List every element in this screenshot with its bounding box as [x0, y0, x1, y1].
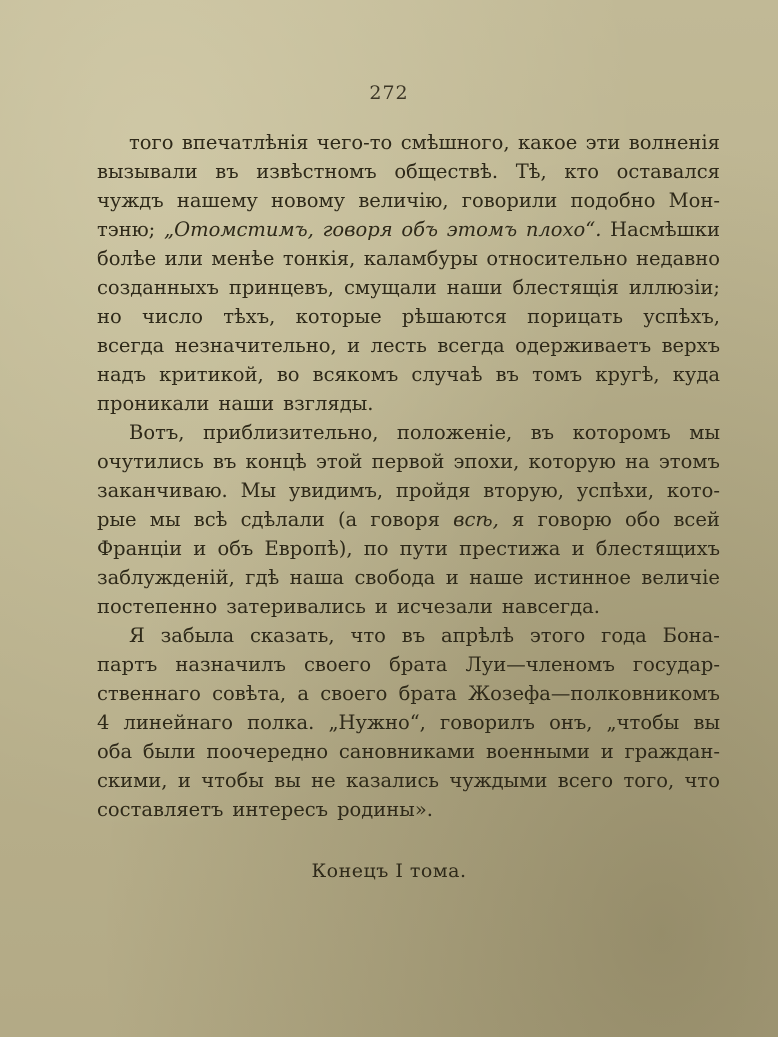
text-line: чуждъ нашему новому величію, говорили подобно Мон- — [97, 189, 720, 212]
text-line: Вотъ, приблизительно, положеніе, въ которомъ мы — [129, 421, 720, 444]
text-line: но число тѣхъ, которые рѣшаются порицать успѣхъ, — [97, 305, 720, 328]
text-line: 4 линейнаго полка. „Нужно“, говорилъ онъ, „чтобы вы — [97, 711, 720, 734]
text-line: заблужденій, гдѣ наша свобода и наше истинное величіе — [97, 566, 720, 589]
page-number: 272 — [369, 82, 409, 104]
text-line: оба были поочередно сановниками военными и граждан- — [97, 740, 720, 763]
text-line: тэню; „Отомстимъ, говоря объ этомъ плохо“. Насмѣшки — [97, 218, 720, 241]
text-line: заканчиваю. Мы увидимъ, пройдя вторую, успѣхи, кото- — [97, 479, 720, 502]
text-line: всегда незначительно, и лесть всегда одерживаетъ верхъ — [97, 334, 720, 357]
text-line: надъ критикой, во всякомъ случаѣ въ томъ кругѣ, куда — [97, 363, 720, 386]
text-line: постепенно затеривались и исчезали навсегда. — [97, 595, 600, 618]
text-line: партъ назначилъ своего брата Луи—членомъ государ- — [97, 653, 720, 676]
text-line: Я забыла сказать, что въ апрѣлѣ этого года Бона- — [129, 624, 720, 647]
paragraph-3 — [97, 621, 720, 824]
text-line: созданныхъ принцевъ, смущали наши блестящія иллюзіи; — [97, 276, 720, 299]
end-of-volume-note: Конецъ I тома. — [311, 860, 467, 882]
text-line: Франціи и объ Европѣ), по пути престижа и блестящихъ — [97, 537, 720, 560]
text-line: ственнаго совѣта, а своего брата Жозефа—полковникомъ — [97, 682, 720, 705]
paragraph-2 — [97, 418, 720, 621]
text-line: того впечатлѣнія чего-то смѣшного, какое эти волненія — [129, 131, 720, 154]
text-line: проникали наши взгляды. — [97, 392, 374, 415]
text-line: рые мы всѣ сдѣлали (а говоря всѣ, я говорю обо всей — [97, 508, 720, 531]
text-line: скими, и чтобы вы не казались чуждыми всего того, что — [97, 769, 720, 792]
text-line: составляетъ интересъ родины». — [97, 798, 433, 821]
paragraph-1 — [97, 128, 720, 418]
text-line: болѣе или менѣе тонкія, каламбуры относительно недавно — [97, 247, 720, 270]
text-line: очутились въ концѣ этой первой эпохи, которую на этомъ — [97, 450, 720, 473]
body-text — [97, 128, 720, 824]
text-line: вызывали въ извѣстномъ обществѣ. Тѣ, кто оставался — [97, 160, 720, 183]
